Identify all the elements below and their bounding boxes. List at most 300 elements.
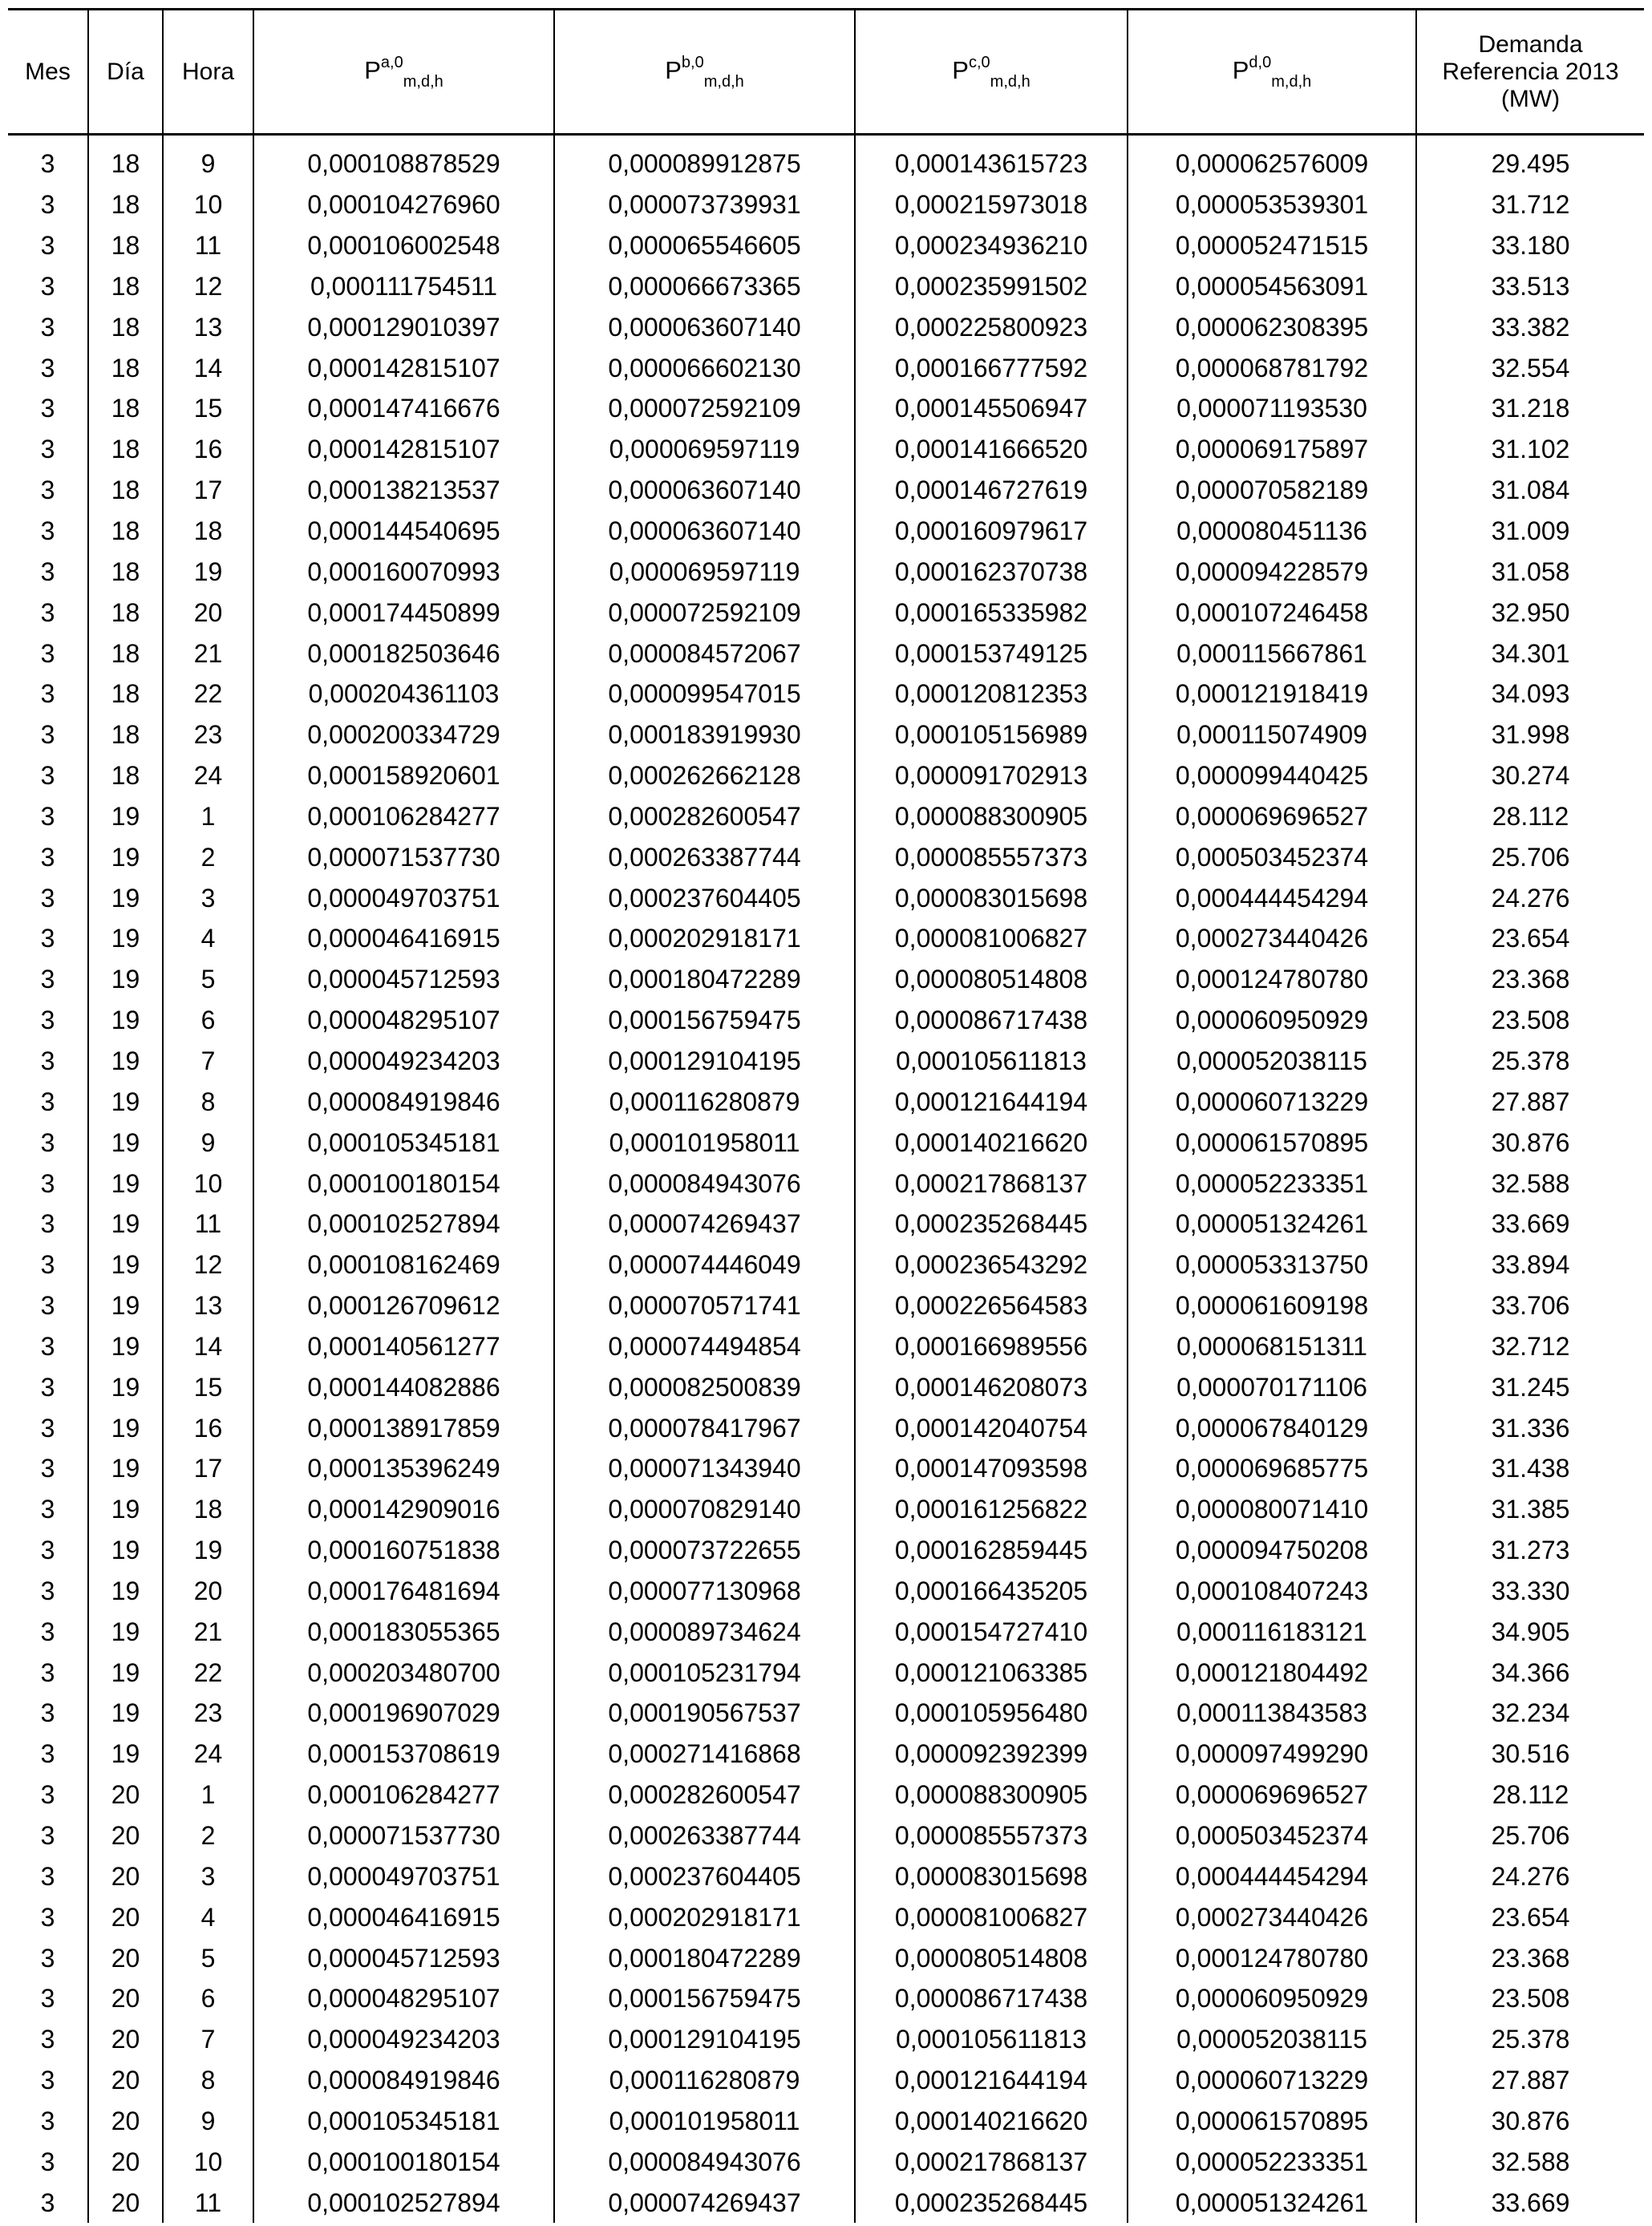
cell-demanda: 31.385 bbox=[1416, 1489, 1644, 1530]
cell-mes: 3 bbox=[40, 1821, 55, 1851]
cell-pc: 0,000165335982 bbox=[855, 592, 1128, 633]
table-row bbox=[8, 470, 1644, 511]
cell-dia: 19 bbox=[88, 1325, 163, 1366]
cell-demanda: 33.706 bbox=[1416, 1285, 1644, 1326]
cell-hora: 10 bbox=[163, 184, 253, 225]
cell-hora: 5 bbox=[163, 959, 253, 1000]
cell-hora: 20 bbox=[163, 1571, 253, 1612]
cell-pa: 0,000049703751 bbox=[253, 1856, 554, 1896]
cell-pd: 0,000099440425 bbox=[1128, 755, 1416, 796]
cell-dia: 19 bbox=[88, 1000, 163, 1041]
cell-pd: 0,000067840129 bbox=[1128, 1407, 1416, 1448]
cell-pd: 0,000069685775 bbox=[1128, 1448, 1416, 1489]
cell-hora: 13 bbox=[163, 306, 253, 347]
header-pa: P$^{a,0}_{m,d,h}$ bbox=[253, 10, 554, 135]
cell-pa: 0,000138213537 bbox=[253, 470, 554, 511]
cell-demanda: 33.330 bbox=[1416, 1571, 1644, 1612]
cell-pa: 0,000158920601 bbox=[253, 755, 554, 796]
cell-pa: 0,000108878529 bbox=[253, 135, 554, 184]
cell-pc: 0,000147093598 bbox=[855, 1448, 1128, 1489]
cell-dia: 19 bbox=[88, 796, 163, 837]
cell-pc: 0,000166435205 bbox=[855, 1571, 1128, 1612]
cell-pd: 0,000060950929 bbox=[1128, 1000, 1416, 1041]
cell-hora: 15 bbox=[163, 388, 253, 429]
cell-pc: 0,000146727619 bbox=[855, 470, 1128, 511]
cell-pa: 0,000144540695 bbox=[253, 511, 554, 552]
cell-hora: 24 bbox=[163, 1734, 253, 1775]
cell-pc: 0,000083015698 bbox=[855, 1856, 1128, 1896]
cell-pb: 0,000084572067 bbox=[554, 633, 855, 674]
table-row bbox=[8, 877, 1644, 918]
cell-hora: 14 bbox=[163, 347, 253, 388]
cell-pd: 0,000070582189 bbox=[1128, 470, 1416, 511]
table-row bbox=[8, 714, 1644, 755]
cell-dia: 19 bbox=[88, 1204, 163, 1245]
cell-pb: 0,000263387744 bbox=[554, 1815, 855, 1856]
cell-hora: 12 bbox=[163, 1245, 253, 1285]
cell-hora: 17 bbox=[163, 470, 253, 511]
table-row bbox=[8, 674, 1644, 714]
cell-demanda: 24.276 bbox=[1416, 877, 1644, 918]
cell-pb: 0,000190567537 bbox=[554, 1693, 855, 1734]
cell-pb: 0,000271416868 bbox=[554, 1734, 855, 1775]
cell-pb: 0,000101958011 bbox=[554, 1122, 855, 1163]
cell-dia: 19 bbox=[88, 1285, 163, 1326]
cell-mes: 3 bbox=[40, 1046, 55, 1075]
cell-pb: 0,000072592109 bbox=[554, 592, 855, 633]
cell-pc: 0,000217868137 bbox=[855, 1163, 1128, 1204]
cell-pb: 0,000074494854 bbox=[554, 1325, 855, 1366]
cell-dia: 19 bbox=[88, 836, 163, 877]
cell-pc: 0,000162370738 bbox=[855, 551, 1128, 592]
cell-demanda: 31.218 bbox=[1416, 388, 1644, 429]
cell-pd: 0,000124780780 bbox=[1128, 1937, 1416, 1978]
cell-demanda: 27.887 bbox=[1416, 1081, 1644, 1122]
cell-pc: 0,000142040754 bbox=[855, 1407, 1128, 1448]
cell-pa: 0,000048295107 bbox=[253, 1978, 554, 2019]
cell-mes: 3 bbox=[40, 149, 55, 179]
cell-hora: 17 bbox=[163, 1448, 253, 1489]
cell-pd: 0,000115667861 bbox=[1128, 633, 1416, 674]
cell-dia: 18 bbox=[88, 347, 163, 388]
cell-pd: 0,000094750208 bbox=[1128, 1530, 1416, 1571]
cell-pd: 0,000069696527 bbox=[1128, 1775, 1416, 1815]
cell-dia: 19 bbox=[88, 1652, 163, 1693]
cell-demanda: 30.876 bbox=[1416, 2101, 1644, 2142]
cell-demanda: 24.276 bbox=[1416, 1856, 1644, 1896]
cell-pa: 0,000048295107 bbox=[253, 1000, 554, 1041]
cell-demanda: 33.180 bbox=[1416, 225, 1644, 266]
cell-hora: 18 bbox=[163, 511, 253, 552]
cell-demanda: 34.366 bbox=[1416, 1652, 1644, 1693]
cell-dia: 19 bbox=[88, 1693, 163, 1734]
cell-pa: 0,000142815107 bbox=[253, 429, 554, 470]
cell-hora: 6 bbox=[163, 1000, 253, 1041]
cell-mes: 3 bbox=[40, 556, 55, 586]
cell-mes: 3 bbox=[40, 1006, 55, 1035]
cell-dia: 20 bbox=[88, 2141, 163, 2182]
cell-dia: 18 bbox=[88, 184, 163, 225]
cell-pd: 0,000052233351 bbox=[1128, 1163, 1416, 1204]
cell-dia: 19 bbox=[88, 1611, 163, 1652]
cell-hora: 5 bbox=[163, 1937, 253, 1978]
cell-mes: 3 bbox=[40, 2147, 55, 2176]
cell-pd: 0,000068781792 bbox=[1128, 347, 1416, 388]
cell-dia: 18 bbox=[88, 470, 163, 511]
cell-dia: 19 bbox=[88, 1366, 163, 1407]
cell-hora: 14 bbox=[163, 1325, 253, 1366]
cell-pb: 0,000263387744 bbox=[554, 836, 855, 877]
cell-pd: 0,000068151311 bbox=[1128, 1325, 1416, 1366]
cell-pb: 0,000063607140 bbox=[554, 511, 855, 552]
cell-dia: 19 bbox=[88, 959, 163, 1000]
cell-pc: 0,000121063385 bbox=[855, 1652, 1128, 1693]
cell-pc: 0,000235991502 bbox=[855, 266, 1128, 307]
cell-pb: 0,000180472289 bbox=[554, 959, 855, 1000]
cell-pc: 0,000166777592 bbox=[855, 347, 1128, 388]
cell-pb: 0,000084943076 bbox=[554, 1163, 855, 1204]
cell-pc: 0,000225800923 bbox=[855, 306, 1128, 347]
cell-pd: 0,000052038115 bbox=[1128, 2019, 1416, 2060]
cell-pa: 0,000084919846 bbox=[253, 1081, 554, 1122]
cell-demanda: 34.301 bbox=[1416, 633, 1644, 674]
cell-pd: 0,000094228579 bbox=[1128, 551, 1416, 592]
cell-dia: 20 bbox=[88, 1937, 163, 1978]
cell-hora: 23 bbox=[163, 1693, 253, 1734]
table-row bbox=[8, 959, 1644, 1000]
cell-dia: 19 bbox=[88, 1734, 163, 1775]
cell-dia: 19 bbox=[88, 918, 163, 959]
cell-mes: 3 bbox=[40, 597, 55, 627]
cell-dia: 18 bbox=[88, 225, 163, 266]
cell-pb: 0,000072592109 bbox=[554, 388, 855, 429]
cell-pa: 0,000196907029 bbox=[253, 1693, 554, 1734]
cell-pb: 0,000237604405 bbox=[554, 877, 855, 918]
table-row bbox=[8, 1571, 1644, 1612]
table-row bbox=[8, 1530, 1644, 1571]
header-mes: Mes bbox=[8, 10, 88, 135]
table-body bbox=[8, 135, 1644, 2224]
cell-pa: 0,000102527894 bbox=[253, 2182, 554, 2223]
cell-pa: 0,000142815107 bbox=[253, 347, 554, 388]
cell-demanda: 32.588 bbox=[1416, 1163, 1644, 1204]
cell-dia: 19 bbox=[88, 1489, 163, 1530]
cell-pd: 0,000071193530 bbox=[1128, 388, 1416, 429]
cell-mes: 3 bbox=[40, 1291, 55, 1321]
cell-mes: 3 bbox=[40, 271, 55, 301]
cell-pb: 0,000074269437 bbox=[554, 2182, 855, 2223]
cell-pd: 0,000060713229 bbox=[1128, 1081, 1416, 1122]
cell-demanda: 30.516 bbox=[1416, 1734, 1644, 1775]
cell-demanda: 33.382 bbox=[1416, 306, 1644, 347]
table-row bbox=[8, 135, 1644, 184]
cell-hora: 24 bbox=[163, 755, 253, 796]
cell-pd: 0,000503452374 bbox=[1128, 1815, 1416, 1856]
cell-pa: 0,000176481694 bbox=[253, 1571, 554, 1612]
cell-mes: 3 bbox=[40, 476, 55, 505]
header-dia: Día bbox=[88, 10, 163, 135]
cell-mes: 3 bbox=[40, 1984, 55, 2014]
cell-pa: 0,000147416676 bbox=[253, 388, 554, 429]
cell-pc: 0,000086717438 bbox=[855, 1000, 1128, 1041]
cell-pc: 0,000121644194 bbox=[855, 2060, 1128, 2101]
cell-hora: 19 bbox=[163, 1530, 253, 1571]
cell-pa: 0,000084919846 bbox=[253, 2060, 554, 2101]
cell-pb: 0,000282600547 bbox=[554, 1775, 855, 1815]
cell-pa: 0,000100180154 bbox=[253, 1163, 554, 1204]
table-row bbox=[8, 918, 1644, 959]
cell-pb: 0,000237604405 bbox=[554, 1856, 855, 1896]
cell-demanda: 25.378 bbox=[1416, 1041, 1644, 1082]
cell-pd: 0,000051324261 bbox=[1128, 2182, 1416, 2223]
cell-hora: 9 bbox=[163, 135, 253, 184]
cell-dia: 18 bbox=[88, 551, 163, 592]
cell-pb: 0,000082500839 bbox=[554, 1366, 855, 1407]
cell-pb: 0,000099547015 bbox=[554, 674, 855, 714]
table-row bbox=[8, 1856, 1644, 1896]
cell-mes: 3 bbox=[40, 1943, 55, 1973]
cell-dia: 19 bbox=[88, 1571, 163, 1612]
cell-hora: 1 bbox=[163, 796, 253, 837]
cell-pa: 0,000106284277 bbox=[253, 1775, 554, 1815]
cell-pc: 0,000140216620 bbox=[855, 1122, 1128, 1163]
table-row bbox=[8, 429, 1644, 470]
cell-mes: 3 bbox=[40, 965, 55, 994]
cell-pa: 0,000045712593 bbox=[253, 1937, 554, 1978]
header-demanda: Demanda Referencia 2013 (MW) bbox=[1416, 10, 1644, 135]
cell-demanda: 33.513 bbox=[1416, 266, 1644, 307]
cell-dia: 19 bbox=[88, 1122, 163, 1163]
cell-pa: 0,000200334729 bbox=[253, 714, 554, 755]
table-row bbox=[8, 1978, 1644, 2019]
cell-pd: 0,000051324261 bbox=[1128, 1204, 1416, 1245]
cell-pd: 0,000107246458 bbox=[1128, 592, 1416, 633]
table-row bbox=[8, 796, 1644, 837]
cell-pa: 0,000203480700 bbox=[253, 1652, 554, 1693]
cell-hora: 11 bbox=[163, 1204, 253, 1245]
table-row bbox=[8, 1081, 1644, 1122]
cell-pb: 0,000070571741 bbox=[554, 1285, 855, 1326]
cell-demanda: 28.112 bbox=[1416, 796, 1644, 837]
cell-demanda: 31.336 bbox=[1416, 1407, 1644, 1448]
cell-pc: 0,000217868137 bbox=[855, 2141, 1128, 2182]
cell-pa: 0,000183055365 bbox=[253, 1611, 554, 1652]
cell-pc: 0,000085557373 bbox=[855, 1815, 1128, 1856]
cell-pc: 0,000161256822 bbox=[855, 1489, 1128, 1530]
cell-pa: 0,000045712593 bbox=[253, 959, 554, 1000]
cell-pd: 0,000052233351 bbox=[1128, 2141, 1416, 2182]
cell-pc: 0,000160979617 bbox=[855, 511, 1128, 552]
cell-pb: 0,000089734624 bbox=[554, 1611, 855, 1652]
cell-pd: 0,000054563091 bbox=[1128, 266, 1416, 307]
cell-pb: 0,000262662128 bbox=[554, 755, 855, 796]
cell-pc: 0,000143615723 bbox=[855, 135, 1128, 184]
cell-pb: 0,000066602130 bbox=[554, 347, 855, 388]
cell-pa: 0,000111754511 bbox=[253, 266, 554, 307]
cell-pc: 0,000085557373 bbox=[855, 836, 1128, 877]
cell-pa: 0,000160751838 bbox=[253, 1530, 554, 1571]
cell-mes: 3 bbox=[40, 842, 55, 872]
cell-pc: 0,000088300905 bbox=[855, 1775, 1128, 1815]
cell-demanda: 33.669 bbox=[1416, 2182, 1644, 2223]
cell-pa: 0,000129010397 bbox=[253, 306, 554, 347]
header-hora: Hora bbox=[163, 10, 253, 135]
cell-pa: 0,000102527894 bbox=[253, 1204, 554, 1245]
cell-pc: 0,000235268445 bbox=[855, 2182, 1128, 2223]
cell-pb: 0,000202918171 bbox=[554, 1896, 855, 1937]
cell-mes: 3 bbox=[40, 2025, 55, 2054]
cell-hora: 8 bbox=[163, 1081, 253, 1122]
cell-pd: 0,000052038115 bbox=[1128, 1041, 1416, 1082]
header-pd: P$^{d,0}_{m,d,h}$ bbox=[1128, 10, 1416, 135]
cell-pa: 0,000071537730 bbox=[253, 836, 554, 877]
table-row bbox=[8, 1163, 1644, 1204]
cell-pb: 0,000101958011 bbox=[554, 2101, 855, 2142]
cell-pb: 0,000063607140 bbox=[554, 306, 855, 347]
table-row bbox=[8, 306, 1644, 347]
cell-mes: 3 bbox=[40, 2106, 55, 2135]
cell-pd: 0,000273440426 bbox=[1128, 1896, 1416, 1937]
cell-demanda: 27.887 bbox=[1416, 2060, 1644, 2101]
cell-pb: 0,000065546605 bbox=[554, 225, 855, 266]
cell-pa: 0,000046416915 bbox=[253, 918, 554, 959]
cell-pc: 0,000080514808 bbox=[855, 959, 1128, 1000]
cell-pb: 0,000183919930 bbox=[554, 714, 855, 755]
cell-dia: 20 bbox=[88, 2101, 163, 2142]
table-row bbox=[8, 2060, 1644, 2101]
cell-pd: 0,000121918419 bbox=[1128, 674, 1416, 714]
cell-pd: 0,000060950929 bbox=[1128, 1978, 1416, 2019]
cell-pc: 0,000146208073 bbox=[855, 1366, 1128, 1407]
table-row bbox=[8, 511, 1644, 552]
cell-pd: 0,000053313750 bbox=[1128, 1245, 1416, 1285]
cell-pd: 0,000116183121 bbox=[1128, 1611, 1416, 1652]
cell-dia: 19 bbox=[88, 1245, 163, 1285]
cell-pb: 0,000180472289 bbox=[554, 1937, 855, 1978]
cell-hora: 2 bbox=[163, 836, 253, 877]
cell-pb: 0,000105231794 bbox=[554, 1652, 855, 1693]
cell-hora: 2 bbox=[163, 1815, 253, 1856]
cell-pb: 0,000077130968 bbox=[554, 1571, 855, 1612]
cell-dia: 19 bbox=[88, 1081, 163, 1122]
cell-pc: 0,000140216620 bbox=[855, 2101, 1128, 2142]
table-row bbox=[8, 1285, 1644, 1326]
cell-pb: 0,000282600547 bbox=[554, 796, 855, 837]
cell-hora: 1 bbox=[163, 1775, 253, 1815]
cell-pa: 0,000071537730 bbox=[253, 1815, 554, 1856]
cell-demanda: 23.368 bbox=[1416, 959, 1644, 1000]
table-row bbox=[8, 1366, 1644, 1407]
cell-mes: 3 bbox=[40, 1250, 55, 1280]
cell-demanda: 32.950 bbox=[1416, 592, 1644, 633]
cell-demanda: 31.273 bbox=[1416, 1530, 1644, 1571]
table-row bbox=[8, 388, 1644, 429]
table-row bbox=[8, 633, 1644, 674]
cell-pc: 0,000080514808 bbox=[855, 1937, 1128, 1978]
cell-mes: 3 bbox=[40, 1087, 55, 1116]
table-row bbox=[8, 2019, 1644, 2060]
cell-dia: 20 bbox=[88, 1856, 163, 1896]
cell-mes: 3 bbox=[40, 1902, 55, 1932]
reference-demand-table bbox=[8, 8, 1644, 2223]
cell-demanda: 31.058 bbox=[1416, 551, 1644, 592]
cell-hora: 10 bbox=[163, 2141, 253, 2182]
cell-mes: 3 bbox=[40, 1536, 55, 1565]
cell-hora: 16 bbox=[163, 429, 253, 470]
cell-pa: 0,000108162469 bbox=[253, 1245, 554, 1285]
cell-dia: 18 bbox=[88, 429, 163, 470]
cell-pc: 0,000145506947 bbox=[855, 388, 1128, 429]
cell-dia: 20 bbox=[88, 2060, 163, 2101]
table-row bbox=[8, 266, 1644, 307]
cell-demanda: 23.368 bbox=[1416, 1937, 1644, 1978]
cell-hora: 12 bbox=[163, 266, 253, 307]
cell-hora: 15 bbox=[163, 1366, 253, 1407]
cell-dia: 20 bbox=[88, 1775, 163, 1815]
cell-pb: 0,000129104195 bbox=[554, 2019, 855, 2060]
table-row bbox=[8, 836, 1644, 877]
cell-pd: 0,000097499290 bbox=[1128, 1734, 1416, 1775]
cell-mes: 3 bbox=[40, 883, 55, 913]
cell-pb: 0,000073739931 bbox=[554, 184, 855, 225]
cell-mes: 3 bbox=[40, 1372, 55, 1402]
cell-demanda: 33.894 bbox=[1416, 1245, 1644, 1285]
cell-pd: 0,000061609198 bbox=[1128, 1285, 1416, 1326]
table-row bbox=[8, 1325, 1644, 1366]
cell-pb: 0,000156759475 bbox=[554, 1000, 855, 1041]
table-row bbox=[8, 1122, 1644, 1163]
table-row bbox=[8, 1937, 1644, 1978]
cell-pc: 0,000091702913 bbox=[855, 755, 1128, 796]
cell-pd: 0,000121804492 bbox=[1128, 1652, 1416, 1693]
cell-pc: 0,000154727410 bbox=[855, 1611, 1128, 1652]
cell-pa: 0,000104276960 bbox=[253, 184, 554, 225]
cell-demanda: 31.245 bbox=[1416, 1366, 1644, 1407]
cell-dia: 20 bbox=[88, 1815, 163, 1856]
cell-pd: 0,000113843583 bbox=[1128, 1693, 1416, 1734]
cell-mes: 3 bbox=[40, 1454, 55, 1483]
cell-hora: 16 bbox=[163, 1407, 253, 1448]
cell-pa: 0,000106002548 bbox=[253, 225, 554, 266]
cell-pd: 0,000060713229 bbox=[1128, 2060, 1416, 2101]
cell-hora: 21 bbox=[163, 1611, 253, 1652]
table-row bbox=[8, 1448, 1644, 1489]
cell-mes: 3 bbox=[40, 190, 55, 220]
cell-dia: 20 bbox=[88, 2019, 163, 2060]
cell-hora: 10 bbox=[163, 1163, 253, 1204]
cell-pc: 0,000162859445 bbox=[855, 1530, 1128, 1571]
cell-pa: 0,000160070993 bbox=[253, 551, 554, 592]
cell-demanda: 31.438 bbox=[1416, 1448, 1644, 1489]
cell-pa: 0,000174450899 bbox=[253, 592, 554, 633]
cell-pb: 0,000089912875 bbox=[554, 135, 855, 184]
table-row bbox=[8, 755, 1644, 796]
table-row bbox=[8, 1245, 1644, 1285]
cell-pd: 0,000108407243 bbox=[1128, 1571, 1416, 1612]
cell-pb: 0,000073722655 bbox=[554, 1530, 855, 1571]
cell-pc: 0,000105611813 bbox=[855, 1041, 1128, 1082]
cell-demanda: 33.669 bbox=[1416, 1204, 1644, 1245]
cell-pa: 0,000049234203 bbox=[253, 1041, 554, 1082]
cell-pb: 0,000074269437 bbox=[554, 1204, 855, 1245]
cell-dia: 18 bbox=[88, 135, 163, 184]
cell-pc: 0,000235268445 bbox=[855, 1204, 1128, 1245]
cell-pa: 0,000049703751 bbox=[253, 877, 554, 918]
cell-pd: 0,000062576009 bbox=[1128, 135, 1416, 184]
table-row bbox=[8, 1734, 1644, 1775]
table-row bbox=[8, 347, 1644, 388]
cell-hora: 8 bbox=[163, 2060, 253, 2101]
